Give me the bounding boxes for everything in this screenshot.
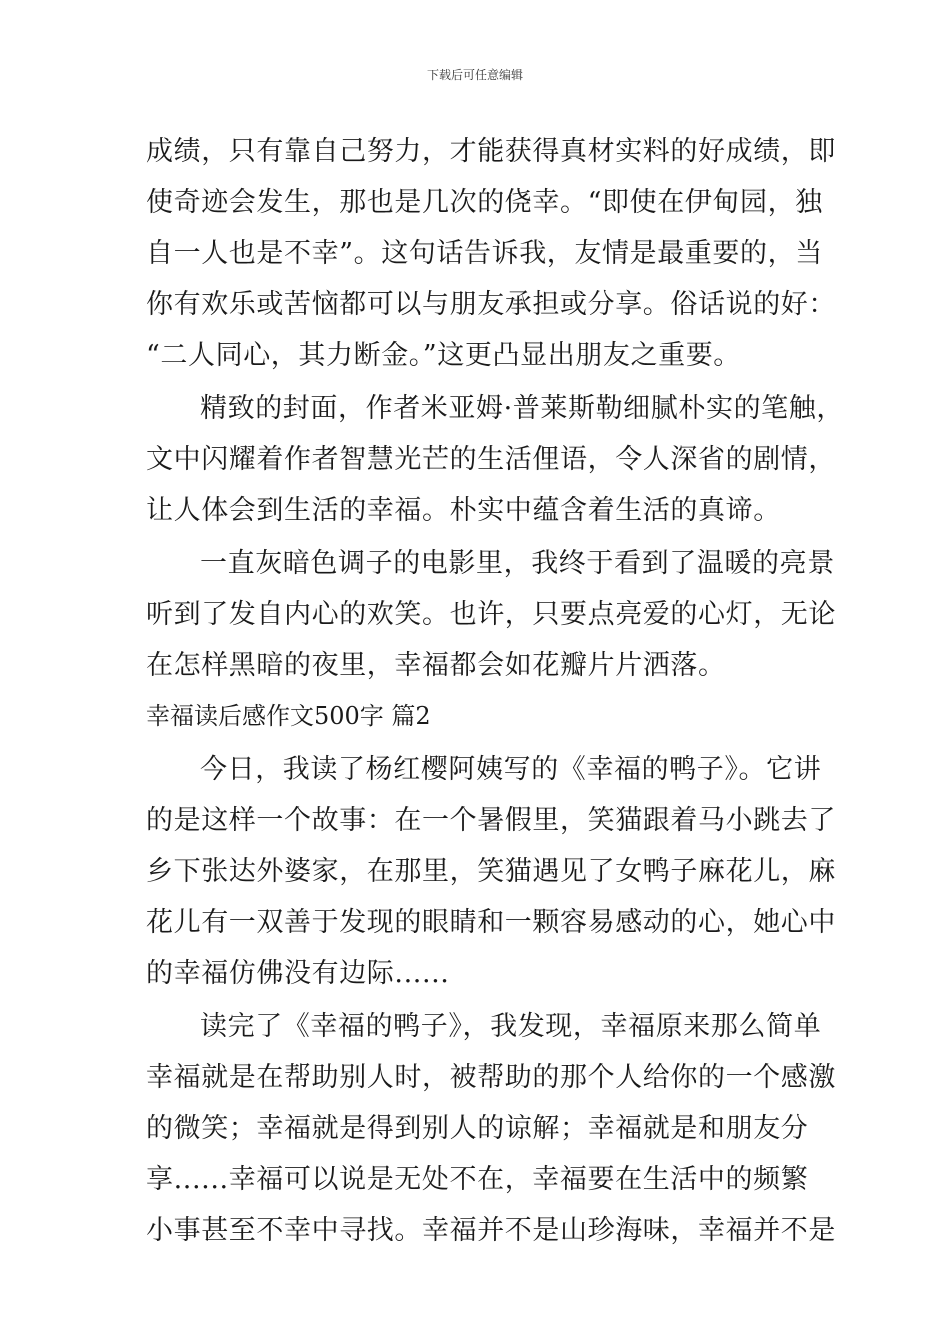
paragraph-line: 今日，我读了杨红樱阿姨写的《幸福的鸭子》。它讲 xyxy=(200,754,822,785)
paragraph-line: 小事甚至不幸中寻找。幸福并不是山珍海味，幸福并不是 xyxy=(146,1215,836,1246)
paragraph-line: 成绩，只有靠自己努力，才能获得真材实料的好成绩，即 xyxy=(146,136,836,167)
paragraph-line: 你有欢乐或苦恼都可以与朋友承担或分享。俗话说的好： xyxy=(146,289,836,320)
paragraph-line: “二人同心，其力断金。”这更凸显出朋友之重要。 xyxy=(146,340,741,371)
paragraph-line: 听到了发自内心的欢笑。也许，只要点亮爱的心灯，无论 xyxy=(146,599,836,630)
paragraph-line: 乡下张达外婆家，在那里，笑猫遇见了女鸭子麻花儿，麻 xyxy=(146,856,836,887)
paragraph-line: 使奇迹会发生，那也是几次的侥幸。“即使在伊甸园，独 xyxy=(146,187,823,218)
paragraph-line: 让人体会到生活的幸福。朴实中蕴含着生活的真谛。 xyxy=(146,495,781,526)
paragraph-line: 的是这样一个故事：在一个暑假里，笑猫跟着马小跳去了 xyxy=(146,805,836,836)
paragraph-line: 的微笑；幸福就是得到别人的谅解；幸福就是和朋友分 xyxy=(146,1113,809,1144)
section-heading: 幸福读后感作文500字 篇2 xyxy=(146,702,431,730)
paragraph-line: 读完了《幸福的鸭子》，我发现，幸福原来那么简单 xyxy=(200,1011,822,1042)
paragraph-line: 一直灰暗色调子的电影里，我终于看到了温暖的亮景 xyxy=(200,548,835,579)
paragraph-line: 幸福就是在帮助别人时，被帮助的那个人给你的一个感激 xyxy=(146,1062,836,1093)
paragraph-line: 的幸福仿佛没有边际...... xyxy=(146,958,450,989)
paragraph-line: 在怎样黑暗的夜里，幸福都会如花瓣片片洒落。 xyxy=(146,650,726,681)
paragraph-line: 享......幸福可以说是无处不在，幸福要在生活中的频繁 xyxy=(146,1164,809,1195)
paragraph-line: 精致的封面，作者米亚姆·普莱斯勒细腻朴实的笔触， xyxy=(200,393,844,424)
document-body xyxy=(146,126,844,1256)
page-header: 下载后可任意编辑 xyxy=(426,68,523,82)
paragraph-line: 自一人也是不幸”。这句话告诉我，友情是最重要的，当 xyxy=(146,238,823,269)
paragraph-line: 花儿有一双善于发现的眼睛和一颗容易感动的心，她心中 xyxy=(146,907,836,938)
paragraph-line: 文中闪耀着作者智慧光芒的生活俚语，令人深省的剧情， xyxy=(146,444,836,475)
